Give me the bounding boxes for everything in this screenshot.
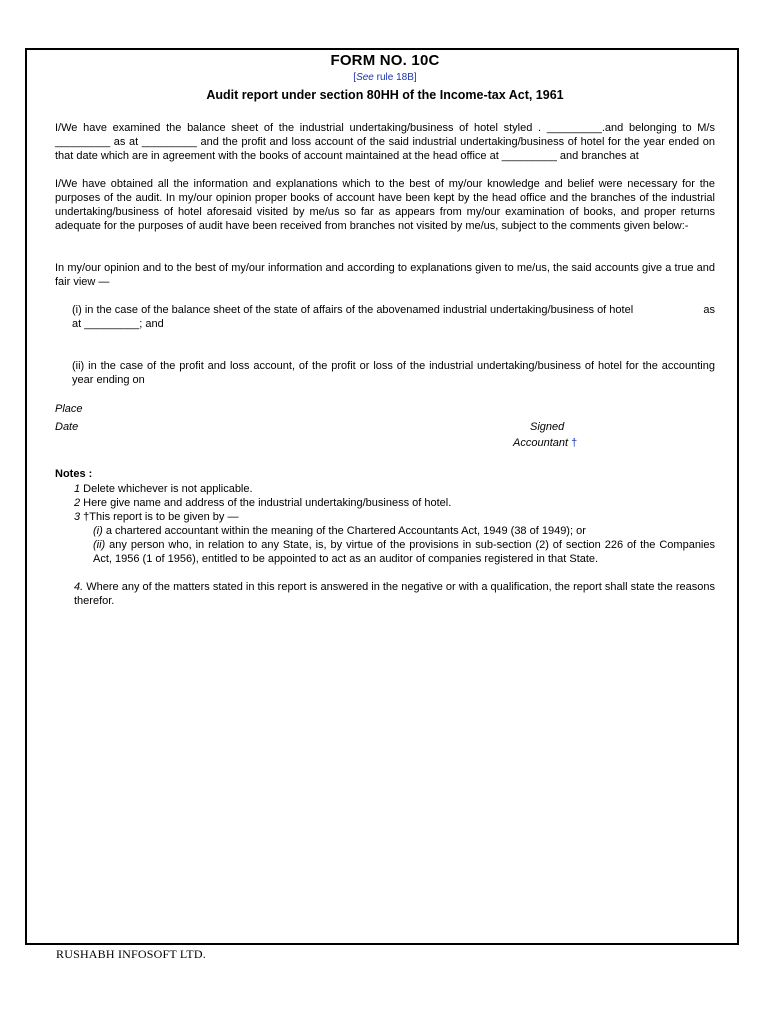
note-1-number: 1 — [74, 483, 81, 495]
dagger-mark: † — [571, 437, 578, 449]
form-title: FORM NO. 10C — [330, 52, 440, 69]
form-subtitle: Audit report under section 80HH of the Income-tax Act, 1961 — [206, 88, 564, 102]
clause-profit-loss: (ii) in the case of the profit and loss account, of the profit or loss of the industrial undertaking/business of hotel for the accounting year ending on — [72, 360, 715, 386]
rule-see: See — [356, 72, 374, 83]
note-4-text: Where any of the matters stated in this report is answered in the negative or with a qualification, the report shall state the reasons therefor. — [74, 581, 715, 607]
note-3-ii — [93, 538, 715, 566]
place-label: Place — [55, 403, 83, 415]
clause-balance-sheet — [72, 303, 715, 331]
note-3-ii-number: (ii) — [93, 539, 106, 551]
clause-balance-sheet-at: at _________; and — [72, 318, 164, 330]
note-3-number: 3 — [74, 511, 81, 523]
paragraph-examined: I/We have examined the balance sheet of the industrial undertaking/business of hotel styled . _________.and belonging to M/s _________ as at _________ and the profit and loss account of the said industrial undertaking/business of hotel for the year ended on that date which are in agreement with the books of account maintained at the head office at _________ and branches at — [55, 122, 715, 162]
note-3-i — [93, 524, 586, 538]
note-3-i-number: (i) — [93, 525, 103, 537]
footer-company: RUSHABH INFOSOFT LTD. — [56, 947, 206, 961]
clause-balance-sheet-text: (i) in the case of the balance sheet of the state of affairs of the abovenamed industrial undertaking/business of hotel — [72, 304, 634, 316]
paragraph-information: I/We have obtained all the information and explanations which to the best of my/our knowledge and belief were necessary for the purposes of the audit. In my/our opinion proper books of account have been kept by the head office and the branches of the industrial undertaking/business of hotel aforesaid visited by me/us so far as appears from my/our examination of books, and proper returns adequate for the purposes of audit have been received from branches not visited by me/us, subject to the comments given below:- — [55, 178, 715, 232]
date-label: Date — [55, 421, 79, 433]
note-3-text: †This report is to be given by — — [80, 511, 239, 523]
note-3-i-text: a chartered accountant within the meaning of the Chartered Accountants Act, 1949 (38 of 1949); or — [102, 525, 586, 537]
accountant-label — [513, 437, 577, 449]
rule-reference — [0, 72, 770, 83]
note-3-ii-text: any person who, in relation to any State, is, by virtue of the provisions in sub-section (2) of section 226 of the Companies Act, 1956 (1 of 1956), entitled to be appointed to act as an auditor of companies registered in that State. — [93, 539, 715, 565]
note-4-number: 4. — [74, 581, 84, 593]
note-2-text: Here give name and address of the industrial undertaking/business of hotel. — [80, 497, 452, 509]
note-1 — [74, 482, 253, 496]
accountant-text: Accountant — [513, 437, 569, 449]
note-2-number: 2 — [74, 497, 81, 509]
paragraph-opinion: In my/our opinion and to the best of my/our information and according to explanations given to me/us, the said accounts give a true and fair view — — [55, 262, 715, 288]
clause-balance-sheet-as: as — [703, 304, 715, 316]
rule-number: rule 18B] — [373, 72, 417, 83]
note-4 — [74, 580, 715, 608]
note-1-text: Delete whichever is not applicable. — [80, 483, 253, 495]
notes-heading: Notes : — [55, 468, 93, 480]
rule-open: [ — [353, 72, 357, 83]
note-2 — [74, 496, 451, 510]
signed-label: Signed — [530, 421, 565, 433]
note-3 — [74, 510, 238, 524]
